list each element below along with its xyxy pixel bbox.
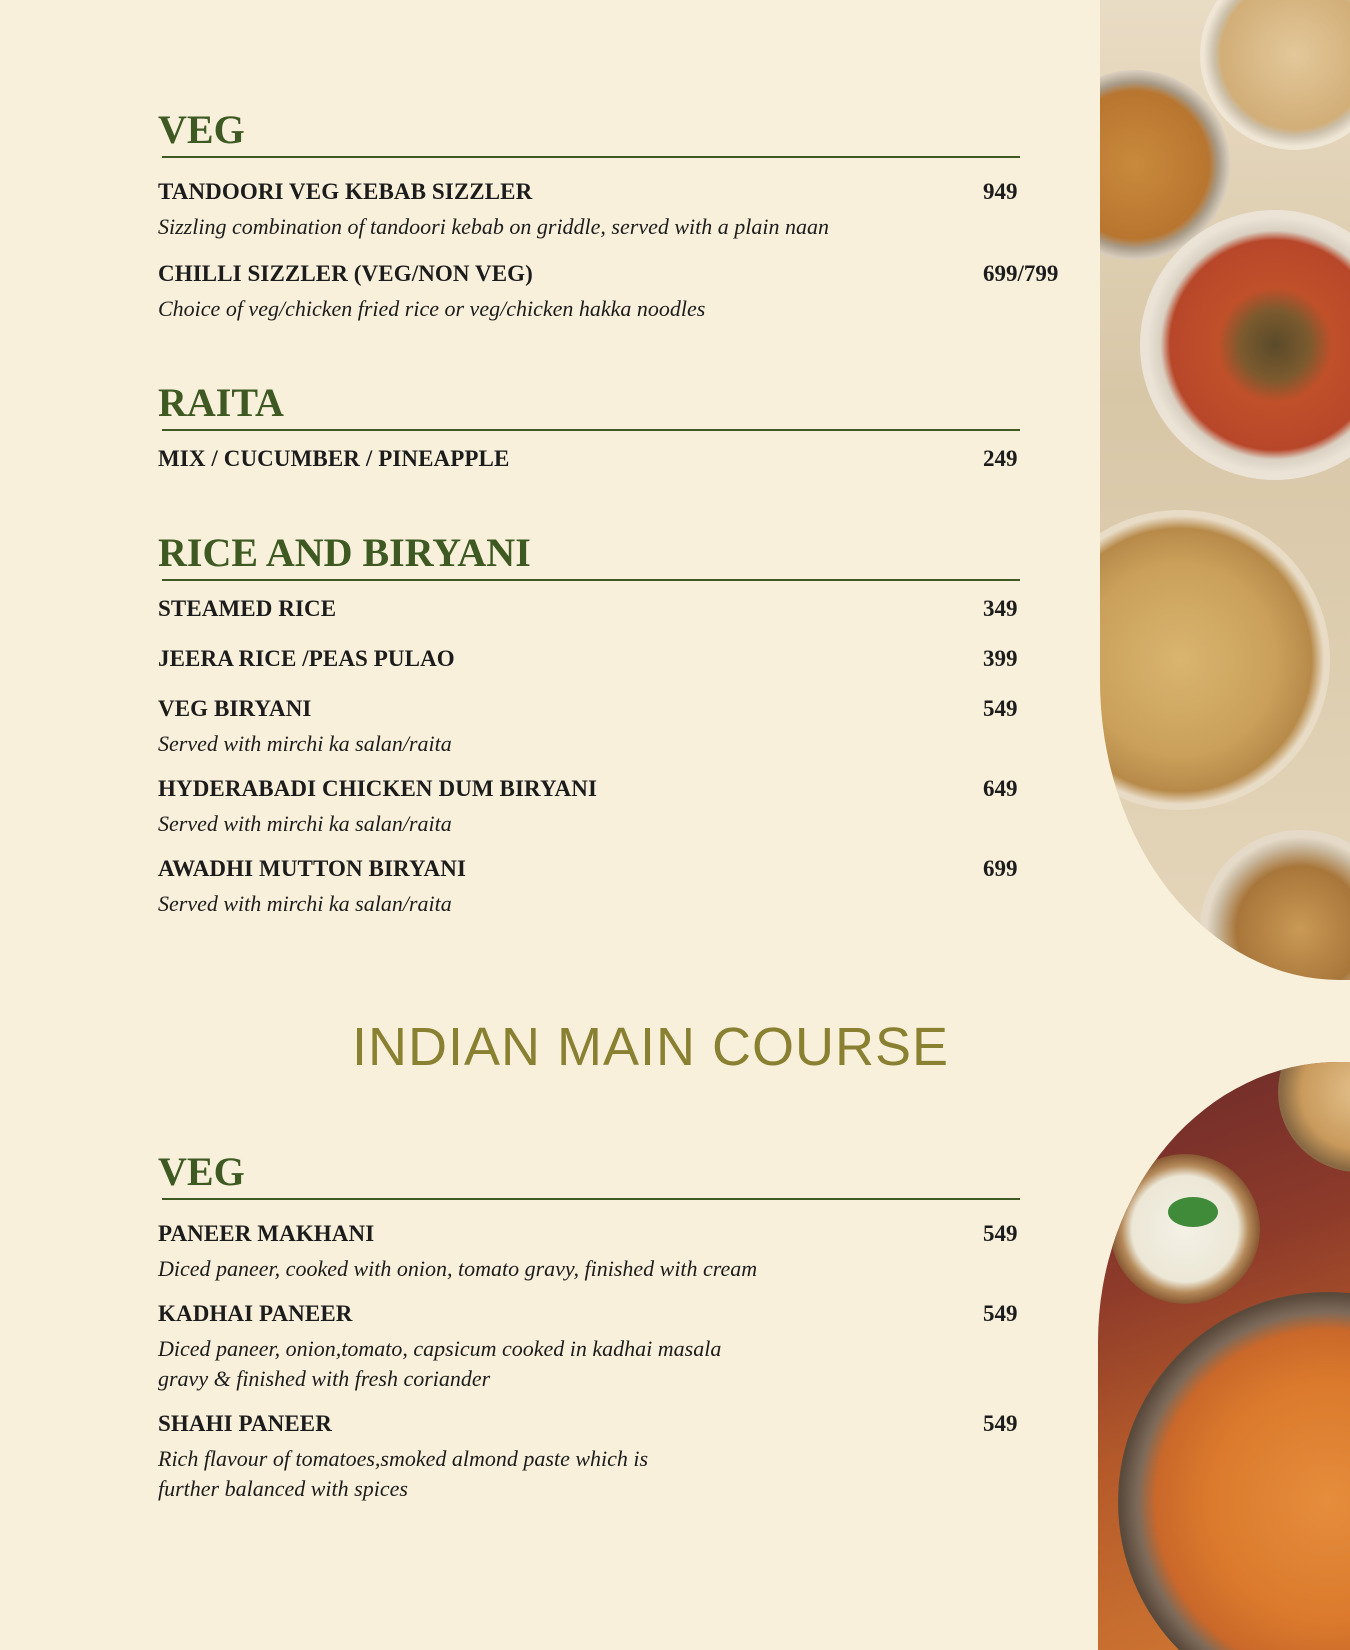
item-description: Served with mirchi ka salan/raita (158, 731, 452, 756)
section-raita (158, 381, 1020, 473)
curry-raita-photo (1098, 1062, 1350, 1650)
item-description: Rich flavour of tomatoes,smoked almond paste which is further balanced with spices (158, 1446, 649, 1501)
item-name: AWADHI MUTTON BIRYANI (158, 856, 467, 881)
item-name: KADHAI PANEER (158, 1301, 353, 1326)
food-platter-photo (1100, 0, 1350, 980)
item-price: 949 (983, 179, 1018, 204)
item-price: 649 (983, 776, 1018, 801)
menu-item (158, 1300, 1020, 1394)
item-name: JEERA RICE /PEAS PULAO (158, 646, 455, 671)
item-description: Diced paneer, cooked with onion, tomato gravy, finished with cream (158, 1256, 758, 1281)
menu-item (158, 260, 1059, 324)
kulcha-plate (1100, 510, 1330, 810)
item-price: 549 (983, 1411, 1018, 1436)
item-price: 549 (983, 1301, 1018, 1326)
item-price: 549 (983, 696, 1018, 721)
raita-bowl (1110, 1154, 1260, 1304)
item-name: CHILLI SIZZLER (VEG/NON VEG) (158, 261, 533, 286)
item-price: 699/799 (983, 261, 1059, 286)
item-name: HYDERABADI CHICKEN DUM BIRYANI (158, 776, 598, 801)
item-name: VEG BIRYANI (158, 696, 312, 721)
item-description: Sizzling combination of tandoori kebab on griddle, served with a plain naan (158, 214, 829, 239)
item-price: 249 (983, 446, 1018, 471)
section-rice-biryani (158, 531, 1020, 919)
item-description: Choice of veg/chicken fried rice or veg/chicken hakka noodles (158, 296, 706, 321)
section-veg-main-course (158, 1150, 1020, 1504)
mint-garnish (1168, 1197, 1218, 1227)
section-veg-sizzlers (158, 107, 1059, 324)
section-title: VEG (158, 1149, 245, 1194)
menu-item (158, 1220, 1020, 1284)
item-price: 549 (983, 1221, 1018, 1246)
section-divider (162, 156, 1020, 158)
naan-basket (1278, 1062, 1350, 1172)
menu-item (158, 1410, 1020, 1504)
section-title: RAITA (158, 380, 284, 425)
item-price: 349 (983, 596, 1018, 621)
butter-chicken-bowl (1118, 1292, 1350, 1650)
menu-item (158, 595, 1020, 623)
section-divider (162, 1198, 1020, 1200)
section-divider (162, 429, 1020, 431)
menu-item (158, 695, 1020, 759)
section-divider (162, 579, 1020, 581)
item-price: 399 (983, 646, 1018, 671)
item-name: STEAMED RICE (158, 596, 337, 621)
item-price: 699 (983, 856, 1018, 881)
section-title: VEG (158, 107, 245, 152)
menu-item (158, 445, 1020, 473)
menu-item (158, 855, 1020, 919)
menu-item (158, 775, 1020, 839)
item-name: PANEER MAKHANI (158, 1221, 375, 1246)
section-title: RICE AND BIRYANI (158, 530, 531, 575)
item-description: Served with mirchi ka salan/raita (158, 891, 452, 916)
item-name: SHAHI PANEER (158, 1411, 332, 1436)
menu-item (158, 178, 1020, 242)
item-name: MIX / CUCUMBER / PINEAPPLE (158, 446, 510, 471)
item-description: Diced paneer, onion,tomato, capsicum cooked in kadhai masala gravy & finished with fresh coriander (158, 1336, 722, 1391)
item-name: TANDOORI VEG KEBAB SIZZLER (158, 179, 533, 204)
indian-main-course-heading: INDIAN MAIN COURSE (352, 1017, 950, 1077)
menu-item (158, 645, 1020, 673)
item-description: Served with mirchi ka salan/raita (158, 811, 452, 836)
side-dish-plate (1200, 830, 1350, 980)
